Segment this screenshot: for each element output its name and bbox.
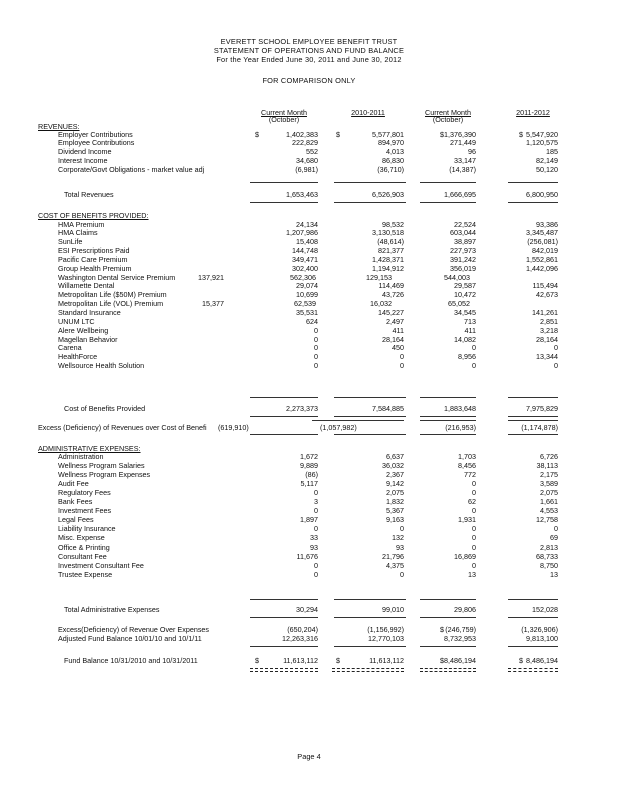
row-value: 6,800,950 — [526, 190, 558, 199]
column-header — [332, 109, 404, 116]
row-value: 0 — [472, 361, 476, 371]
excess-row — [0, 424, 618, 433]
total-rule — [250, 617, 318, 618]
row-value: 38,897 — [454, 237, 476, 247]
row-value: 93,386 — [536, 219, 558, 229]
row-value: 8,750 — [540, 560, 558, 570]
total-rule — [420, 434, 476, 435]
row-value: 411 — [464, 325, 476, 335]
row-value: 349,471 — [292, 254, 318, 264]
report-title: EVERETT SCHOOL EMPLOYEE BENEFIT TRUST — [220, 37, 398, 46]
row-value: 0 — [472, 533, 476, 543]
statement-row — [0, 362, 618, 371]
total-rule — [508, 397, 558, 398]
row-value: 68,733 — [536, 551, 558, 561]
row-value: 86,830 — [382, 156, 404, 166]
row-value: 43,726 — [382, 290, 404, 300]
section-title-text: REVENUES: — [38, 122, 80, 131]
row-label: Corporate/Govt Obligations - market value adj — [58, 165, 205, 175]
row-value: 0 — [554, 524, 558, 534]
row-value: 3,130,518 — [372, 228, 404, 238]
statement-row — [0, 166, 618, 175]
total-rule — [508, 646, 558, 647]
total-rule — [420, 182, 476, 183]
row-value: 1,832 — [386, 497, 404, 507]
total-rule — [250, 434, 318, 435]
row-value: 0 — [472, 560, 476, 570]
row-label: HMA Premium — [58, 219, 105, 229]
row-value: 0 — [554, 361, 558, 371]
row-label: Excess(Deficiency) of Revenue Over Expenses — [58, 625, 210, 634]
total-rule — [420, 397, 476, 398]
row-value: 1,931 — [458, 515, 476, 525]
row-value: 0 — [400, 569, 404, 579]
total-rule — [334, 416, 406, 417]
row-label: Wellness Program Expenses — [58, 470, 151, 480]
row-value: 13,344 — [536, 352, 558, 362]
total-rule — [334, 617, 406, 618]
row-value: 69 — [550, 533, 558, 543]
column-label: 2011-2012 — [516, 108, 550, 117]
row-value: 7,584,885 — [372, 404, 404, 413]
section-title-text: ADMINISTRATIVE EXPENSES: — [38, 444, 141, 453]
double-rule — [332, 668, 404, 669]
row-value: 36,032 — [382, 461, 404, 471]
row-label: HMA Claims — [58, 228, 98, 238]
row-value: 93 — [396, 542, 404, 552]
row-value: 4,553 — [540, 506, 558, 516]
double-rule — [508, 671, 558, 672]
row-value: 227,973 — [450, 246, 476, 256]
row-subvalue: 15,377 — [202, 299, 224, 309]
row-label: Wellness Program Salaries — [58, 461, 145, 471]
total-rule — [420, 420, 476, 421]
row-value: 11,676 — [296, 551, 318, 561]
row-value: 302,400 — [292, 263, 318, 273]
row-label: Legal Fees — [58, 515, 94, 525]
row-value: 1,552,861 — [526, 254, 558, 264]
total-rule — [250, 182, 318, 183]
row-label: Employer Contributions — [58, 129, 133, 139]
row-label: ESI Prescriptions Paid — [58, 246, 130, 256]
dollar-sign: $ — [519, 129, 523, 139]
row-value: 12,770,103 — [368, 634, 404, 643]
row-value: 28,164 — [382, 334, 404, 344]
total-rule — [250, 599, 318, 600]
row-value: (256,081) — [527, 237, 558, 247]
total-rule — [250, 397, 318, 398]
fund-balance-row — [0, 657, 618, 666]
row-value: 0 — [314, 506, 318, 516]
row-label: SunLife — [58, 237, 83, 247]
row-value: 222,829 — [292, 138, 318, 148]
dollar-sign: $ — [255, 656, 259, 665]
row-label: Misc. Expense — [58, 533, 105, 543]
total-rule — [420, 416, 476, 417]
row-value: 30,294 — [296, 605, 318, 614]
row-subvalue: 137,921 — [198, 272, 224, 282]
row-value: 29,074 — [296, 281, 318, 291]
total-row — [0, 606, 618, 615]
row-value: 38,113 — [536, 461, 558, 471]
row-value: 2,075 — [386, 488, 404, 498]
total-rule — [250, 202, 318, 203]
row-label: Excess (Deficiency) of Revenues over Cost of Benefi — [38, 423, 207, 432]
row-value: 0 — [314, 569, 318, 579]
row-value: 713 — [464, 316, 476, 326]
row-label: Total Administrative Expenses — [64, 605, 160, 614]
adjusted-balance-row — [0, 635, 618, 644]
row-value: 7,975,829 — [526, 404, 558, 413]
row-value: 6,526,903 — [372, 190, 404, 199]
row-value: 1,883,648 — [444, 404, 476, 413]
row-value: 0 — [472, 479, 476, 489]
row-value: 9,813,100 — [526, 634, 558, 643]
column-label: 2010-2011 — [351, 108, 385, 117]
row-value: 50,120 — [536, 165, 558, 175]
row-value: 13 — [550, 569, 558, 579]
row-value: 132 — [392, 533, 404, 543]
row-value: 0 — [400, 352, 404, 362]
row-value: 0 — [314, 352, 318, 362]
row-value: 603,044 — [450, 228, 476, 238]
row-value: 2,851 — [540, 316, 558, 326]
column-sublabel: (October) — [268, 115, 300, 125]
row-value: (619,910) — [218, 423, 249, 432]
row-value: 2,175 — [540, 470, 558, 480]
column-header — [250, 109, 318, 123]
total-rule — [334, 646, 406, 647]
row-label: HealthForce — [58, 352, 98, 362]
column-header — [420, 109, 476, 123]
row-label: Pacific Care Premium — [58, 254, 128, 264]
row-value: 10,472 — [454, 290, 476, 300]
total-rule — [420, 599, 476, 600]
row-label: Interest Income — [58, 156, 108, 166]
row-value: 13 — [468, 569, 476, 579]
row-value: 624 — [306, 316, 318, 326]
row-value: 0 — [400, 361, 404, 371]
total-row — [0, 405, 618, 414]
row-value: 0 — [472, 488, 476, 498]
comparison-note: FOR COMPARISON ONLY — [262, 76, 356, 85]
row-label: Washington Dental Service Premium — [58, 272, 176, 282]
row-value: 82,149 — [536, 156, 558, 166]
row-label: Liability Insurance — [58, 524, 116, 534]
row-value: (86) — [305, 470, 318, 480]
row-value: 16,032 — [370, 299, 392, 309]
row-value: 2,497 — [386, 316, 404, 326]
row-value: 1,672 — [300, 452, 318, 461]
row-value: 24,134 — [296, 219, 318, 229]
total-rule — [334, 434, 406, 435]
dollar-sign: $ — [440, 129, 444, 139]
page-number: Page 4 — [297, 752, 321, 761]
double-rule — [508, 668, 558, 669]
row-value: 115,494 — [532, 281, 558, 291]
total-rule — [420, 646, 476, 647]
row-value: 5,367 — [386, 506, 404, 516]
column-header — [508, 109, 558, 116]
row-value: (6,981) — [295, 165, 318, 175]
row-value: 772 — [464, 470, 476, 480]
row-value: 8,456 — [458, 461, 476, 471]
row-label: Wellsource Health Solution — [58, 361, 145, 371]
row-value: 0 — [314, 325, 318, 335]
row-value: 552 — [306, 147, 318, 157]
row-label: Trustee Expense — [58, 569, 113, 579]
total-rule — [334, 397, 406, 398]
row-value: 0 — [314, 334, 318, 344]
dollar-sign: $ — [336, 656, 340, 665]
report-period: For the Year Ended June 30, 2011 and June 30, 2012 — [216, 55, 402, 64]
total-rule — [250, 646, 318, 647]
row-value: 4,375 — [386, 560, 404, 570]
row-label: Consultant Fee — [58, 551, 107, 561]
row-value: 0 — [472, 506, 476, 516]
row-value: 29,587 — [454, 281, 476, 291]
row-value: 114,469 — [378, 281, 404, 291]
row-value: 391,242 — [450, 254, 476, 264]
row-label: Metropolitan Life ($50M) Premium — [58, 290, 167, 300]
total-rule — [334, 182, 406, 183]
row-value: 145,227 — [378, 308, 404, 317]
total-rule — [508, 420, 558, 421]
total-rule — [312, 420, 404, 421]
row-value: 1,194,912 — [372, 263, 404, 273]
dollar-sign: $ — [336, 129, 340, 139]
row-label: Adjusted Fund Balance 10/01/10 and 10/1/11 — [58, 634, 202, 643]
row-value: 9,142 — [386, 479, 404, 489]
total-rule — [250, 416, 318, 417]
row-value: 0 — [400, 524, 404, 534]
double-rule — [332, 671, 404, 672]
total-rule — [420, 202, 476, 203]
row-value: 842,019 — [532, 246, 558, 256]
row-value: 8,732,953 — [444, 634, 476, 643]
row-value: 1,897 — [300, 515, 318, 525]
row-value: 29,806 — [454, 605, 476, 614]
row-value: 96 — [468, 147, 476, 157]
row-value: 152,028 — [532, 605, 558, 614]
row-label: Willamette Dental — [58, 281, 115, 291]
row-value: 62,539 — [294, 299, 316, 309]
row-label: Cost of Benefits Provided — [64, 404, 146, 413]
row-value: 562,306 — [290, 272, 316, 282]
total-rule — [420, 617, 476, 618]
row-label: UNUM LTC — [58, 316, 95, 326]
row-value: 99,010 — [382, 605, 404, 614]
row-label: Employee Contributions — [58, 138, 135, 148]
row-value: 3 — [314, 497, 318, 507]
row-value: (216,953) — [445, 423, 476, 432]
row-value: 0 — [554, 343, 558, 353]
row-value: 1,442,096 — [526, 263, 558, 273]
row-value: 1,703 — [458, 452, 476, 461]
row-value: 5,117 — [300, 479, 318, 489]
dollar-sign: $ — [519, 656, 523, 665]
row-value: 2,367 — [386, 470, 404, 480]
row-value: 3,345,487 — [526, 228, 558, 238]
total-rule — [508, 599, 558, 600]
row-label: Investment Fees — [58, 506, 112, 516]
row-value: 33,147 — [454, 156, 476, 166]
row-value: 9,889 — [300, 461, 318, 471]
column-label: Current Month — [261, 108, 307, 117]
statement-row — [0, 336, 618, 345]
row-value: (36,710) — [377, 165, 404, 175]
row-value: 6,637 — [386, 452, 404, 461]
row-value: 4,013 — [386, 147, 404, 157]
row-value: 144,748 — [292, 246, 318, 256]
row-label: Audit Fee — [58, 479, 89, 489]
row-value: 1,207,986 — [286, 228, 318, 238]
row-value: (1,326,906) — [521, 625, 558, 634]
row-value: 12,758 — [536, 515, 558, 525]
row-value: 35,531 — [296, 308, 318, 317]
row-label: Carena — [58, 343, 82, 353]
row-value: 411 — [392, 325, 404, 335]
row-value: 14,082 — [454, 334, 476, 344]
row-value: 21,796 — [382, 551, 404, 561]
row-value: 0 — [314, 560, 318, 570]
row-value: (1,156,992) — [367, 625, 404, 634]
row-value: 1,402,383 — [286, 129, 318, 139]
row-value: 1,653,463 — [286, 190, 318, 199]
row-label: Magellan Behavior — [58, 334, 118, 344]
row-value: (246,759) — [445, 625, 476, 634]
row-value: (1,057,982) — [320, 423, 357, 432]
total-rule — [508, 434, 558, 435]
row-value: 28,164 — [536, 334, 558, 344]
row-value: 33 — [310, 533, 318, 543]
row-value: (1,174,878) — [521, 423, 558, 432]
total-rule — [334, 599, 406, 600]
row-value: 1,376,390 — [444, 129, 476, 139]
row-value: 2,075 — [540, 488, 558, 498]
row-value: (650,204) — [287, 625, 318, 634]
row-label: Administration — [58, 452, 104, 461]
row-label: Group Health Premium — [58, 263, 132, 273]
row-value: 8,486,194 — [526, 656, 558, 665]
row-value: 6,726 — [540, 452, 558, 461]
row-value: 16,869 — [454, 551, 476, 561]
column-label: Current Month — [425, 108, 471, 117]
total-rule — [334, 202, 406, 203]
row-label: Office & Printing — [58, 542, 110, 552]
row-value: 11,613,112 — [283, 656, 318, 665]
row-value: 271,449 — [450, 138, 476, 148]
row-value: 3,589 — [540, 479, 558, 489]
row-value: 2,273,373 — [286, 404, 318, 413]
dollar-sign: $ — [440, 625, 444, 634]
row-value: 544,003 — [444, 272, 470, 282]
total-rule — [508, 617, 558, 618]
row-value: 1,666,695 — [444, 190, 476, 199]
row-label: Alere Wellbeing — [58, 325, 109, 335]
statement-row — [0, 489, 618, 498]
row-value: 1,120,575 — [526, 138, 558, 148]
row-value: 185 — [546, 147, 558, 157]
row-label: Metropolitan Life (VOL) Premium — [58, 299, 164, 309]
row-value: (48,614) — [377, 237, 404, 247]
row-value: 22,524 — [454, 219, 476, 229]
row-value: 5,577,801 — [372, 129, 404, 139]
row-value: 9,163 — [386, 515, 404, 525]
row-label: Fund Balance 10/31/2010 and 10/31/2011 — [64, 656, 198, 665]
row-value: (14,387) — [449, 165, 476, 175]
row-value: 65,052 — [448, 299, 470, 309]
row-value: 1,428,371 — [372, 254, 404, 264]
row-value: 8,956 — [458, 352, 476, 362]
total-row — [0, 191, 618, 200]
row-value: 15,408 — [296, 237, 318, 247]
row-label: Bank Fees — [58, 497, 93, 507]
row-value: 93 — [310, 542, 318, 552]
row-value: 12,263,316 — [282, 634, 318, 643]
row-value: 0 — [472, 343, 476, 353]
row-value: 34,545 — [454, 308, 476, 317]
row-value: 0 — [314, 488, 318, 498]
row-value: 1,661 — [540, 497, 558, 507]
row-value: 2,813 — [540, 542, 558, 552]
report-subtitle: STATEMENT OF OPERATIONS AND FUND BALANCE — [213, 46, 405, 55]
row-value: 42,673 — [536, 290, 558, 300]
double-rule — [250, 668, 318, 669]
row-value: 0 — [472, 524, 476, 534]
row-label: Investment Consultant Fee — [58, 560, 144, 570]
row-value: 11,613,112 — [369, 656, 404, 665]
row-value: 5,547,920 — [526, 129, 558, 139]
row-value: 129,153 — [366, 272, 392, 282]
section-title-text: COST OF BENEFITS PROVIDED: — [38, 211, 149, 220]
row-value: 98,532 — [382, 219, 404, 229]
row-value: 450 — [392, 343, 404, 353]
row-value: 894,970 — [378, 138, 404, 148]
double-rule — [420, 668, 476, 669]
column-sublabel: (October) — [432, 115, 464, 125]
row-value: 34,680 — [296, 156, 318, 166]
row-value: 3,218 — [540, 325, 558, 335]
dollar-sign: $ — [440, 656, 444, 665]
row-label: Regulatory Fees — [58, 488, 111, 498]
row-value: 62 — [468, 497, 476, 507]
row-label: Total Revenues — [64, 190, 114, 199]
row-value: 0 — [314, 343, 318, 353]
row-value: 10,699 — [296, 290, 318, 300]
row-value: 356,019 — [450, 263, 476, 273]
row-value: 141,261 — [532, 308, 558, 317]
dollar-sign: $ — [255, 129, 259, 139]
total-rule — [508, 182, 558, 183]
row-value: 0 — [314, 361, 318, 371]
total-rule — [508, 416, 558, 417]
row-value: 0 — [472, 542, 476, 552]
row-label: Standard Insurance — [58, 308, 121, 317]
row-value: 0 — [314, 524, 318, 534]
total-rule — [508, 202, 558, 203]
statement-row — [0, 571, 618, 580]
double-rule — [250, 671, 318, 672]
double-rule — [420, 671, 476, 672]
row-value: 8,486,194 — [444, 656, 476, 665]
row-value: 821,377 — [378, 246, 404, 256]
row-label: Dividend Income — [58, 147, 112, 157]
